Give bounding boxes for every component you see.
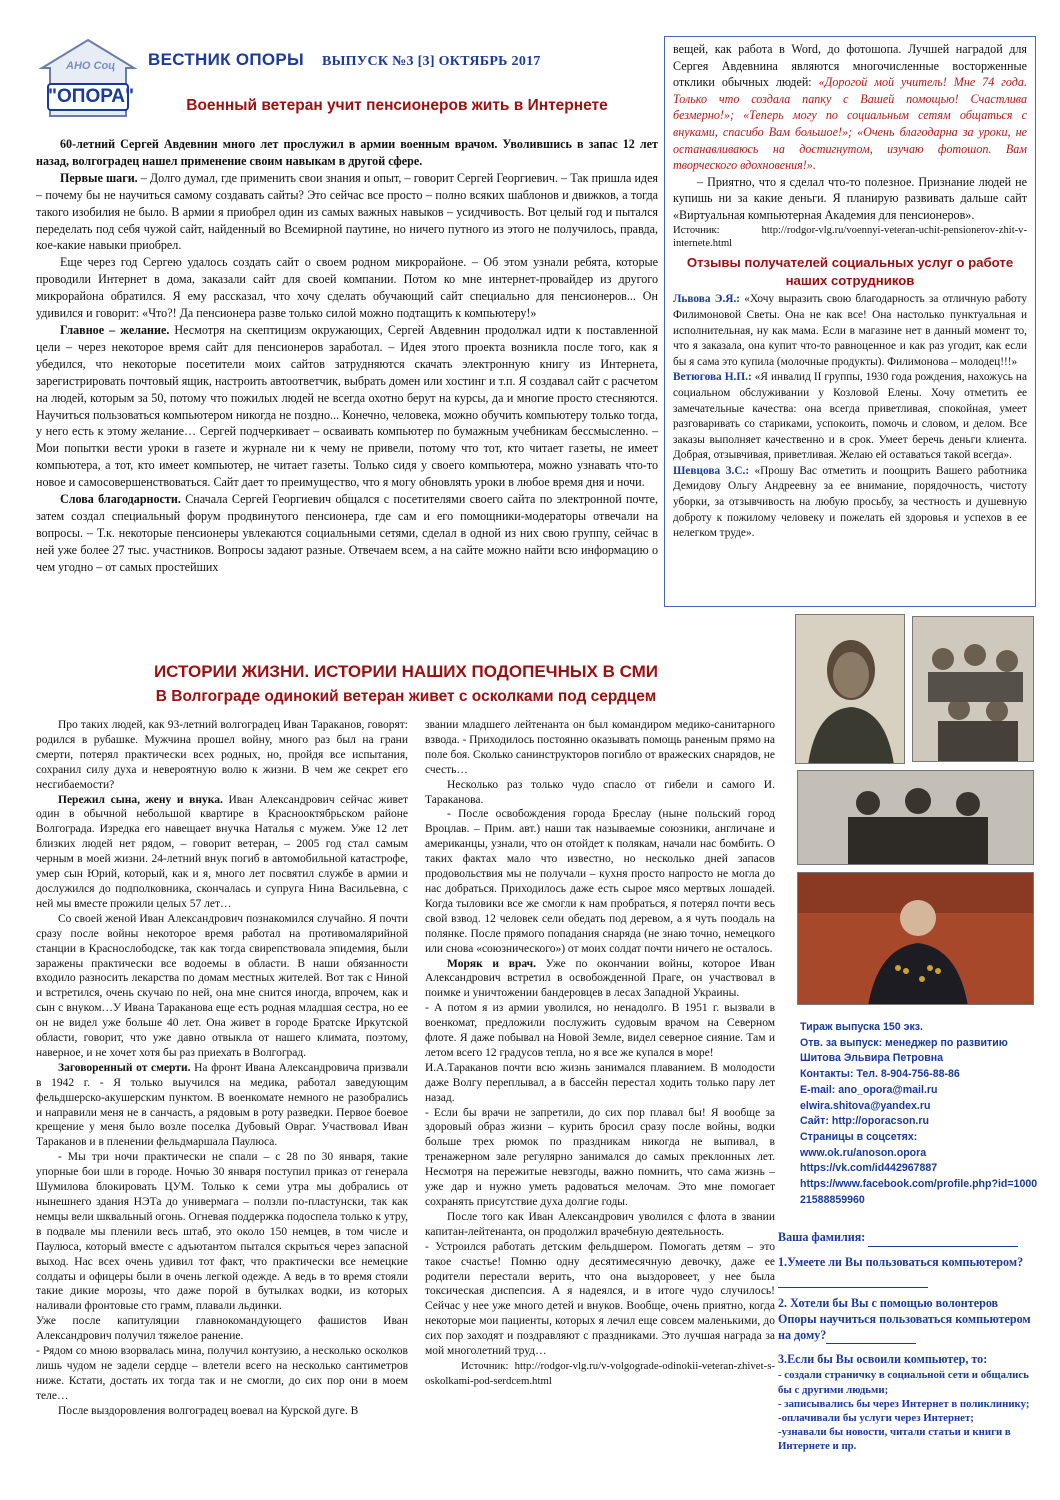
- article2-source: Источник: http://rodgor-vlg.ru/v-volgograde-odinokii-veteran-zhivet-s-oskolkami-pod-serdcem.html: [425, 1359, 775, 1387]
- review-author: Львова Э.Я.:: [673, 293, 741, 306]
- article1-cont2: – Приятно, что я сделал что-то полезное. Признание людей не купишь ни за какие деньги. Я планирую развивать дальше сайт «Виртуальная компьютерная Академия для пенсионеров».: [673, 174, 1027, 222]
- q3-text: 3.Если бы Вы освоили компьютер, то:: [778, 1352, 988, 1367]
- para-text: Иван Александрович сейчас живет один в обычной небольшой квартире в Краснооктябрьском районе Волгограда. Изредка его навещает внучка Наталья с мужем. Уже 12 лет близких людей нет рядом, – говорит ветеран, – 2005 год стал самым черным в моей жизни. 24-летний внук погиб в автомобильной катастрофе, умер сын Юрий, который, как и я, многo лет посвятил службе в армии и дослужился до подполковника, скончалась и супруга Нина Васильевна, с ней мы вместе прожили целых 57 лет…: [36, 793, 408, 910]
- review-author: Ветюгова Н.П.:: [673, 371, 752, 384]
- review-item: [673, 292, 1027, 370]
- para-text: вещей, как работа в Word, до фотошопа. Лучшей наградой для Сергея Авдевнина являются многочисленные восторженные отклики обычных людей:: [673, 42, 1027, 90]
- email-link[interactable]: E-mail: ano_opora@mail.ru: [800, 1083, 938, 1096]
- para-text: - А потом я из армии уволился, но ненадолго. В 1951 г. вызвали в военкомат, предложили послужить судовым врачом на Северном флоте. Я даже побывал на Новой Земле, видел северное сияние. Там и летом всего 12 градусов тепла, но я все же купался в море!: [425, 1002, 775, 1059]
- para-text: - Устроился работать детским фельдшером. Помогать детям – это такое счастье! Помню одну десятимесячную девочку, даже ее родители перестали верить, что она выздоровеет, у нее была токсическая диспепсия. А я надеялся, и в итоге чудо случилось! Сейчас у нее уже много детей и внуков. Вообще, очень приятно, когда некоторые мои пациенты, которых я лечил еще совсем маленькими, до сих пор заходят и поздравляют с праздниками. Это лучшая награда за мой многолетний труд…: [425, 1240, 775, 1358]
- issue-info: ВЫПУСК №3 [3] ОКТЯБРЬ 2017: [322, 54, 541, 69]
- para-text: - Мы три ночи практически не спали – с 28 по 30 января, такие упорные бои шли в городе. Ночью 30 января поступил приказ от генерала Шумилова блокировать ЦУМ. Только к семи утра мы добрались от нынешнего здания НЭТа до универмага – ползли по-пластунски, так как немцы вели шквальный огонь. Огневая поддержка подоспела только к утру, в подвале мы пленили весь штаб, это около 150 немцев, в том числе и Паулюса, который вместе с адъютантом пытался скрыться через запасной выход. Нас всех очень удивил тот факт, что практически все немецкие солдаты и офицеры были в очень легкой одежде. А ведь в то время стояли такие дикие морозы, что даже порой в бутылках водки, из которых наливали фронтовые сто грамм, плавали льдинки.: [36, 1151, 408, 1313]
- article1-body: [36, 136, 658, 576]
- editor: Отв. за выпуск: менеджер по развитию Шитова Эльвира Петровна: [800, 1036, 1008, 1065]
- contact-phone: Контакты: Тел. 8-904-756-88-86: [800, 1068, 960, 1081]
- para-text: На фронт Ивана Александровича призвали в 1942 г. - Я только выучился на медика, работал заведующим фельдшерско-акушерским пунктом. В военкомате немного не разобрались и направили меня не в санчасть, а рядовым в роту разведки. Первое боевое крещение у меня было возле поселка Дубовый Овраг. Участвовал Иван Тараканов и в пленении фельдмаршала Паулюса.: [36, 1061, 408, 1149]
- subhead: Первые шаги.: [60, 170, 138, 185]
- para: [36, 1061, 408, 1150]
- option: - записывались бы через Интернет в поликлинику;: [778, 1397, 1030, 1410]
- article1-continuation: [673, 41, 1027, 174]
- logo-text: "ОПОРА": [48, 86, 134, 107]
- logo-top: АНО Соц: [66, 60, 116, 72]
- article2-title: В Волгограде одинокий ветеран живет с осколками под сердцем: [155, 688, 657, 705]
- reviews-title: Отзывы получателей социальных услуг о работе наших сотрудников: [686, 255, 1014, 289]
- para-text: После того как Иван Александрович уволился с флота в звании капитан-лейтенанта, он продолжил врачебную деятельность.: [425, 1210, 775, 1238]
- article1-p3: [36, 322, 658, 491]
- option: -узнавали бы новости, читали статьи и книги в Интернете и пр.: [778, 1426, 1011, 1453]
- article2-column-right: [425, 718, 775, 1389]
- para-text: Сначала Сергей Георгиевич общался с посетителями своего сайта по электронной почте, затем создал специальный форум продвинутого пенсионера, где сам и его помощники-модераторы отвечали на вопросы. – Т.к. некоторые пенсионеры увлекаются социальными сетями, сделал в одной из них свою группу, сейчас в ней уже более 27 тыс. участников. Вопросы задают разные. Отвечаем всем, а на сайте можно найти всю информацию о чем угодно – от самых простейших: [36, 492, 658, 574]
- social-link[interactable]: www.ok.ru/anoson.opora: [800, 1146, 927, 1159]
- website-link[interactable]: Сайт: http://oporacson.ru: [800, 1115, 929, 1128]
- review-text: «Хочу выразить свою благодарность за отличную работу Филимоновой Светы. Она не как все! Она настолько пунктуальная и исполнительная, ну как мама. Если в магазине нет в данный момент то, что я заказала, она купит что-то равноценное и как раз угодит, как если бы я сама это купила (молочные продукты). Филимонова – молодец!!!»: [673, 293, 1027, 368]
- option: -оплачивали бы услуги через Интернет;: [778, 1411, 974, 1424]
- surname-blank[interactable]: [868, 1230, 1018, 1247]
- review-text: «Я инвалид II группы, 1930 года рождения, нахожусь на социальном обслуживании у Козловой Елены. Хочу отметить ее замечательные качества: она всегда приветливая, спокойная, умеет разговаривать со стариками, успокоить, помочь и словом, и делом. Все заказы выполняет качественно и в срок. Умеет беречь деньги клиента. Добрая, отзывчивая, приветливая. Желаю ей оставаться такой всегда».: [673, 371, 1027, 462]
- article1-p2: Еще через год Сергею удалось создать сайт о своем родном микрорайоне. – Об этом узнали ребята, которые проводили Интернет в дома, заказали сайт для своей компании. Потом ко мне интернет-провайдер из другого микрорайона обратился. Я ему рассказал, что хочу сделать обучающий сайт специально для пенсионеров... Он удивился и говорит: «Что?! Да пенсионера разве только силой можно подтащить к компьютеру!»: [36, 255, 658, 321]
- reader-quotes: «Дорогой мой учитель! Мне 74 года. Только что создала папку с Вашей помощью! Счастлива безмерно!»; «Теперь могу по социальным сетям общаться с внуками, спасибо Вам большое!»; «Очень благодарна за уроки, не останавливаюсь на достигнутом, изучаю фотошоп. Вам творческого вдохновения!».: [673, 75, 1027, 173]
- para: [36, 793, 408, 912]
- circulation: Тираж выпуска 150 экз.: [800, 1021, 923, 1033]
- group-photo-soldiers: [912, 616, 1034, 762]
- para-text: И.А.Тараканов почти всю жизнь занимался плаванием. В молодости даже Волгу переплывал, а в бассейн перестал ходить только пару лет назад.: [425, 1061, 775, 1104]
- email-link[interactable]: elwira.shitova@yandex.ru: [800, 1099, 931, 1112]
- sidebar-box: [664, 36, 1036, 607]
- masthead: [148, 50, 541, 70]
- para-text: Несколько раз только чудо спасло от гибели и самого И. Тараканова.: [425, 778, 775, 806]
- questionnaire: [778, 1230, 1038, 1454]
- article1-p4: [36, 491, 658, 576]
- surname-label: Ваша фамилия:: [778, 1230, 866, 1244]
- newsletter-title: ВЕСТНИК ОПОРЫ: [148, 50, 304, 69]
- para-text: - Рядом со мною взорвалась мина, получил контузию, а несколько осколков лишь чудом не задели сердце – влетели всего на несколько сантиметров ниже. Кстати, достать их тогда так и не смогли, до сих пор они в моем теле…: [36, 1345, 408, 1402]
- review-item: [673, 464, 1027, 542]
- para: [425, 957, 775, 1002]
- para-text: – Долго думал, где применить свои знания и опыт, – говорит Сергей Георгиевич. – Так пришла идея – почему бы не научиться самому создавать сайты? Это сейчас все просто – полно всяких шаблонов и движков, а тогда такого изобилия не было. В армии я приобрел один из самых важных навыков – усидчивость. Вот целый год и пытался переделать под себя чужой сайт, найденный во Всемирной паутине, но ничего путного из этого не получилось, правда, кое-какие навыки приобрел.: [36, 170, 658, 253]
- review-item: [673, 370, 1027, 464]
- family-photo: [797, 770, 1034, 865]
- q2: [778, 1296, 1038, 1345]
- para-text: Несмотря на скептицизм окружающих, Сергей Авдевнин продолжал идти к поставленной цели – через некоторое время сайт для пенсионеров заработал. – Идея этого проекта возникла после того, как я убедился, что некоторые посетители моих сайтов затрудняются скачать электронную книгу из Интернета, зарегистрировать почтовый ящик, настроить автоответчик, выбрать домен или хостинг и т.п. Я создавал сайт с расчетом на людей, которым за 50, потому что пожилых людей не всегда охотно берут на курсы, да и многие просто стесняются. Научиться пользоваться компьютером никогда не поздно... Конечно, человека, можно обучить компьютеру только тогда, у него есть к этому желание… Сергей подчеркивает – осваивать компьютер по бумажным учебникам бессмысленно. –Мои попытки вести уроки в газете и журнале ни к чему не привели, потому что тот, кто читает газеты, не имеет компьютера, а тот, кто имеет компьютер, не читает газеты. Только сидя у своего компьютера, можно узнавать что-то новое и самосовершенствоваться. Сайт дает то преимущество, что я могу обновлять уроки в любое время дня и ночи.: [36, 322, 658, 490]
- subhead: Главное – желание.: [60, 322, 170, 337]
- surname-row: [778, 1230, 1038, 1247]
- q2-blank[interactable]: [826, 1328, 916, 1345]
- article1-p1: [36, 170, 658, 255]
- para-text: - После освобождения города Бреслау (ныне польский город Вроцлав. – Прим. авт.) наши так называемые союзники, англичане и американцы, узнали, что он отойдет к полякам, начали нас бомбить. О таких фактах мало что известно, но несколько дней запасов продовольствия мы не получали – кухня просто напросто не могла до нас добраться. Приходилось даже есть сырое мясо мертвых лошадей. Когда тыловики все же смогли к нам пробраться, я потерял почти весь свой взвод. 12 человек сели обедать под деревом, а я чуть поодаль на полянке. После прямого попадания снаряда (не знаю точно, немецкого или снова «союзнического») от моих солдат почти ничего не осталось.: [425, 808, 775, 955]
- article1-lead: 60-летний Сергей Авдевнин много лет прослужил в армии военным врачом. Уволившись в запас 12 лет назад, волгоградец нашел применение своим навыкам в другой сфере.: [36, 137, 658, 168]
- article2-column-left: [36, 718, 408, 1419]
- para-text: Про таких людей, как 93-летний волгоградец Иван Тараканов, говорят: родился в рубашке. Мужчина прошел войну, много раз был на грани смерти, потерял практически всех родных, но, пройдя все испытания, сохранил силу духа и невероятную волю к жизни. В чем же секрет его несгибаемости?: [36, 719, 408, 791]
- para-text: После выздоровления волгоградец воевал на Курской дуге. В: [58, 1404, 359, 1417]
- article1-source: Источник: http://rodgor-vlg.ru/voennyi-veteran-uchit-pensionerov-zhit-v-internete.html: [673, 224, 1027, 249]
- subhead: Пережил сына, жену и внука.: [58, 793, 223, 806]
- social-heading: Страницы в соцсетях:: [800, 1130, 918, 1143]
- q1-text: 1.Умеете ли Вы пользоваться компьютером?: [778, 1254, 1024, 1269]
- para-text: - Если бы врачи не запретили, до сих пор плавал бы! Я вообще за здоровый образ жизни – курить бросил сразу после войны, водки больше трех рюмок по праздникам никогда не выпивал, в тренажерном зале регулярно занимался до самых преклонных лет. Несмотря на пережитые невзгоды, важно помнить, что сама жизнь – уже дар и нужно уметь радоваться мелочам. Это мне помогает сохранять присутствие духа долгие годы.: [425, 1106, 775, 1208]
- social-link[interactable]: https://vk.com/id442967887: [800, 1162, 938, 1175]
- review-author: Шевцова З.С.:: [673, 464, 750, 477]
- publication-info: [800, 1020, 1040, 1208]
- portrait-photo: [795, 614, 905, 764]
- q1-blank[interactable]: [778, 1271, 928, 1288]
- review-text: «Прошу Вас отметить и поощрить Вашего работника Демидову Ольгу Андреевну за ее внимание, порядочность, чистоту уборки, за отзывчивость на любую просьбу, за честность и душевную доброту к пожилому человеку и пожелать ей здоровья и успехов в ее нелегком труде».: [673, 464, 1027, 540]
- option: - создали страничку в социальной сети и общались бы с другими людьми;: [778, 1369, 1029, 1396]
- subhead: Слова благодарности.: [60, 492, 181, 507]
- para-text: Уже по окончании войны, которое Иван Александрович встретил в освобожденной Праге, он участвовал в поимке и уничтожении бандеровцев в лесах Западной Украины.: [425, 957, 775, 1000]
- para-text: звании младшего лейтенанта он был командиром медико-санитарного взвода. - Приходилось постоянно оказывать помощь раненым прямо на поле боя. Сколько санинструкторов погибло от вражеских снарядов, не счесть…: [425, 719, 775, 776]
- article1-title: Военный ветеран учит пенсионеров жить в Интернете: [186, 97, 608, 114]
- veteran-photo: [797, 872, 1034, 1005]
- q1: [778, 1255, 1038, 1288]
- q2-text: 2. Хотели бы Вы с помощью волонтеров Опоры научиться пользоваться компьютером на дому?: [778, 1295, 1031, 1342]
- para-text: Со своей женой Иван Александрович познакомился случайно. Я почти сразу после войны некоторое время работал на противомалярийной станции в Краснослободске, так как тогда свирепствовала эпидемия, были заражены практически все водоемы в области. В наши обязанности входило разносить лекарства по домам местных жителей. Вот так с Ниной и встретился, очень скучаю по ней, она мне снится иногда, впрочем, как и сын с внуком…У Ивана Тараканова еще есть родная младшая сестра, но ее он не видел уже больше 40 лет. Она живет в городе Братске Иркутской области, говорит, что уже давно отвыкла от нашего климата, поэтому, наверное, и не хочет хотя бы раз приехать в Волгоград.: [36, 912, 408, 1059]
- subhead: Заговоренный от смерти.: [58, 1061, 191, 1074]
- subhead: Моряк и врач.: [447, 957, 536, 970]
- para-text: Уже после капитуляции главнокомандующего фашистов Иван Александрович получил тяжелое ранение.: [36, 1315, 408, 1343]
- logo: [38, 38, 138, 118]
- section-title: ИСТОРИИ ЖИЗНИ. ИСТОРИИ НАШИХ ПОДОПЕЧНЫХ В СМИ: [153, 662, 659, 681]
- social-link[interactable]: https://www.facebook.com/profile.php?id=100021588859960: [800, 1178, 1038, 1206]
